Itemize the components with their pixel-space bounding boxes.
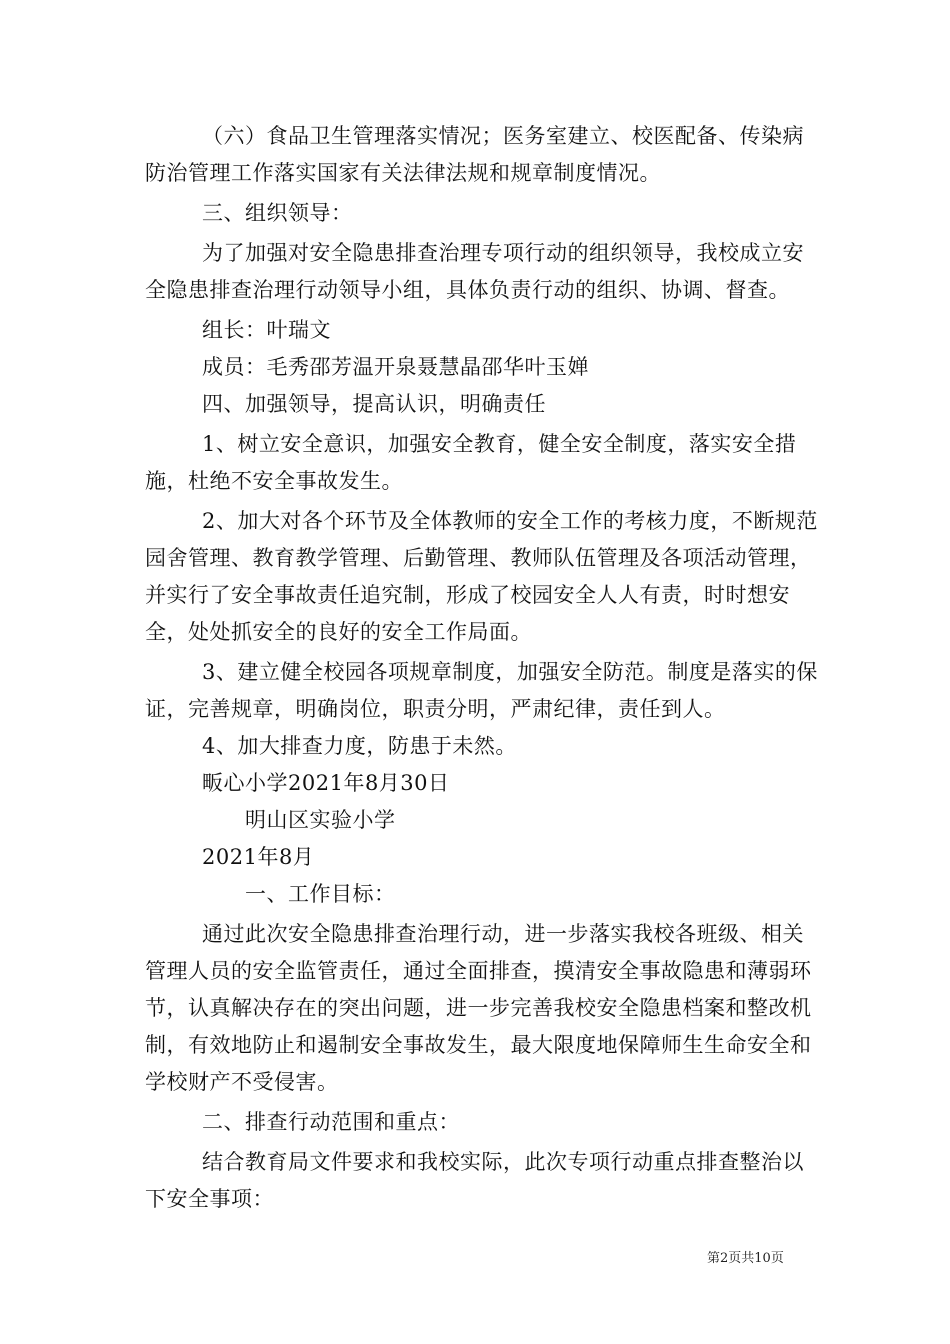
paragraph-item-3: 3、建立健全校园各项规章制度，加强安全防范。制度是落实的保证，完善规章，明确岗位，职责分明，严肃纪律，责任到人。 xyxy=(145,660,818,721)
paragraph-scope: 结合教育局文件要求和我校实际，此次专项行动重点排查整治以下安全事项： xyxy=(145,1150,804,1211)
paragraph-item-1: 1、树立安全意识，加强安全教育，健全安全制度，落实安全措施，杜绝不安全事故发生。 xyxy=(145,432,797,493)
paragraph-members: 成员：毛秀邵芳温开泉聂慧晶邵华叶玉婵 xyxy=(202,355,589,379)
page-number: 第2页共10页 xyxy=(707,1251,784,1266)
paragraph-item-2: 2、加大对各个环节及全体教师的安全工作的考核力度，不断规范园舍管理、教育教学管理、后勤管理、教师队伍管理及各项活动管理，并实行了安全事故责任追究制，形成了校园安全人人有责，时时想安全，处处抓安全的良好的安全工作局面。 xyxy=(145,509,818,644)
paragraph-work-goal: 通过此次安全隐患排查治理行动，进一步落实我校各班级、相关管理人员的安全监管责任，通过全面排查，摸清安全事故隐患和薄弱环节，认真解决存在的突出问题，进一步完善我校安全隐患档案和整改机制，有效地防止和遏制安全事故发生，最大限度地保障师生生命安全和学校财产不受侵害。 xyxy=(145,922,812,1094)
heading-scope: 二、排查行动范围和重点： xyxy=(202,1110,460,1134)
heading-organization: 三、组织领导： xyxy=(202,201,353,225)
school-name: 明山区实验小学 xyxy=(245,808,396,832)
signature-school-date: 畈心小学2021年8月30日 xyxy=(202,771,450,795)
heading-work-goal: 一、工作目标： xyxy=(245,882,396,906)
paragraph-organization: 为了加强对安全隐患排查治理专项行动的组织领导，我校成立安全隐患排查治理行动领导小组，具体负责行动的组织、协调、督查。 xyxy=(145,241,804,302)
paragraph-item-4: 4、加大排查力度，防患于未然。 xyxy=(202,734,517,758)
document-body xyxy=(145,118,825,1218)
document-date: 2021年8月 xyxy=(202,845,315,869)
heading-leadership: 四、加强领导，提高认识，明确责任 xyxy=(202,392,546,416)
paragraph-food-hygiene: （六）食品卫生管理落实情况；医务室建立、校医配备、传染病防治管理工作落实国家有关法律法规和规章制度情况。 xyxy=(145,124,804,185)
paragraph-leader: 组长：叶瑞文 xyxy=(202,318,331,342)
